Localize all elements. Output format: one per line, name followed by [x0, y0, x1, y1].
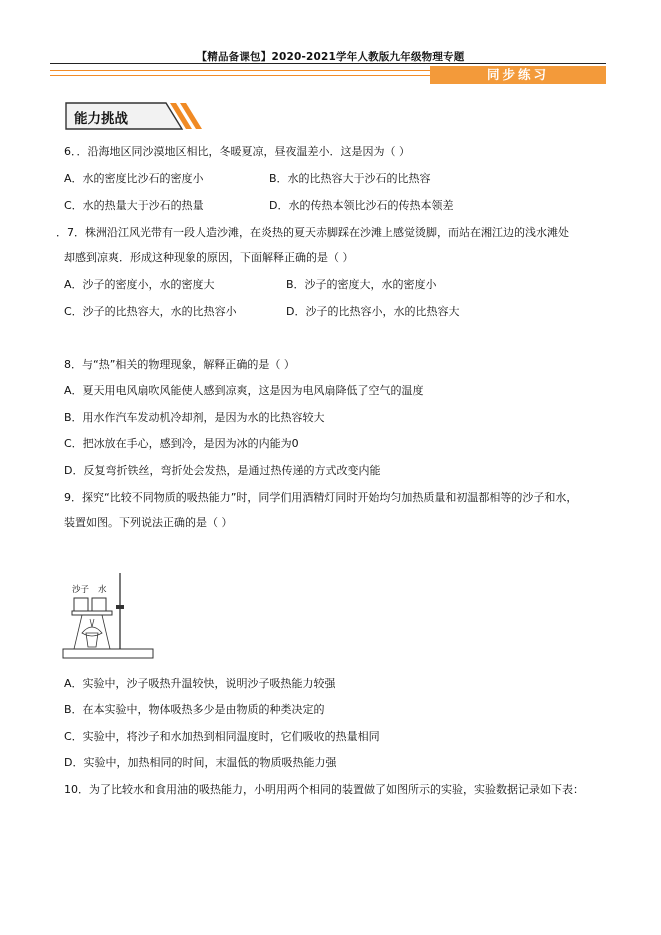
document-header: 【精品备课包】2020-2021学年人教版九年级物理专题	[196, 51, 465, 63]
experiment-figure	[62, 571, 154, 663]
question-8-option-d: D．反复弯折铁丝，弯折处会发热，是通过热传递的方式改变内能	[64, 464, 381, 477]
section-rule	[50, 70, 430, 71]
question-10-stem: 10．为了比较水和食用油的吸热能力，小明用两个相同的装置做了如图所示的实验，实验数据记录如下表：	[64, 783, 584, 796]
figure-label-water: 水	[98, 585, 107, 595]
question-6-option-d: D．水的传热本领比沙石的传热本领差	[269, 199, 454, 212]
question-9-option-a: A．实验中，沙子吸热升温较快，说明沙子吸热能力较强	[64, 677, 336, 690]
section-rule-thin	[50, 75, 430, 76]
header-rule	[50, 63, 606, 64]
section-tab: 同步练习	[430, 66, 606, 84]
question-7-option-c: C．沙子的比热容大，水的比热容小	[64, 305, 237, 318]
question-6-option-c: C．水的热量大于沙石的热量	[64, 199, 204, 212]
question-9-stem-line1: 9．探究“比较不同物质的吸热能力”时，同学们用酒精灯同时开始均匀加热质量和初温都相等的沙子和水，	[64, 491, 578, 504]
question-9-stem-line2: 装置如图。下列说法正确的是（ ）	[64, 516, 233, 529]
question-8-option-c: C．把冰放在手心，感到冷，是因为冰的内能为0	[64, 437, 299, 450]
question-8-stem: 8．与“热”相关的物理现象，解释正确的是（ ）	[64, 358, 295, 371]
question-6-stem: 6．．沿海地区同沙漠地区相比，冬暖夏凉，昼夜温差小．这是因为（ ）	[64, 145, 410, 158]
question-7-stem-line2: 却感到凉爽．形成这种现象的原因，下面解释正确的是（ ）	[64, 251, 354, 264]
badge-label: 能力挑战	[74, 111, 128, 127]
question-6-option-a: A．水的密度比沙石的密度小	[64, 172, 204, 185]
question-9-option-b: B．在本实验中，物体吸热多少是由物质的种类决定的	[64, 703, 325, 716]
question-9-option-d: D．实验中，加热相同的时间，末温低的物质吸热能力强	[64, 756, 337, 769]
question-9-option-c: C．实验中，将沙子和水加热到相同温度时，它们吸收的热量相同	[64, 730, 380, 743]
question-7-option-d: D．沙子的比热容小，水的比热容大	[286, 305, 460, 318]
question-7-option-b: B．沙子的密度大，水的密度小	[286, 278, 437, 291]
question-6-option-b: B．水的比热容大于沙石的比热容	[269, 172, 431, 185]
question-7-stem-line1: ．7．株洲沿江风光带有一段人造沙滩，在炎热的夏天赤脚踩在沙滩上感觉烫脚，而站在湘江边的浅水滩处	[56, 226, 569, 239]
question-8-option-b: B．用水作汽车发动机冷却剂，是因为水的比热容较大	[64, 411, 325, 424]
question-7-option-a: A．沙子的密度小，水的密度大	[64, 278, 215, 291]
figure-label-sand: 沙子	[72, 585, 90, 595]
question-8-option-a: A．夏天用电风扇吹风能使人感到凉爽，这是因为电风扇降低了空气的温度	[64, 384, 424, 397]
ability-badge	[62, 101, 202, 131]
